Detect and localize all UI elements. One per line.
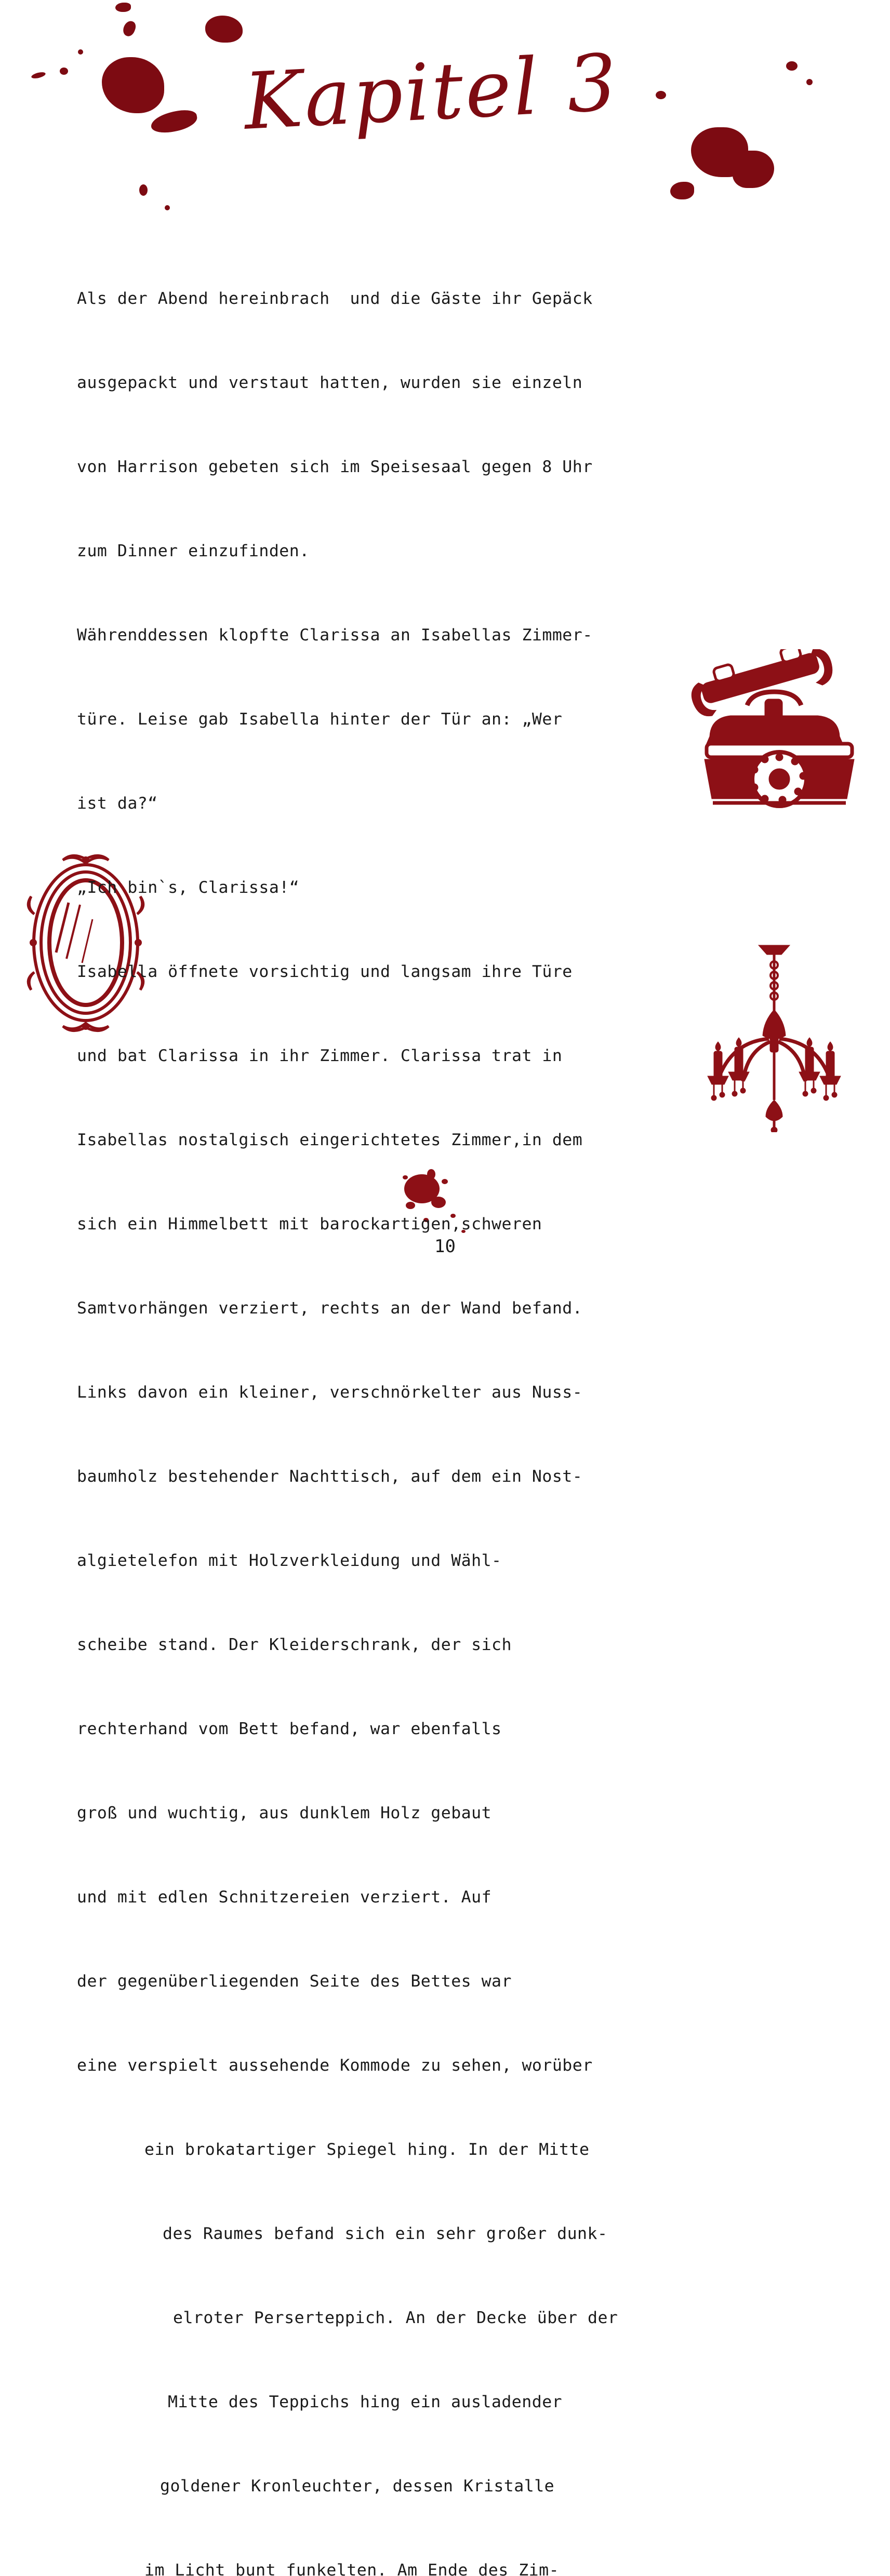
blood-splatter-icon [733,151,774,188]
text-line: ist da?“ [77,794,158,813]
blood-splatter-icon [656,91,666,99]
page-number: 10 [434,1236,456,1257]
blood-splatter-icon [806,79,813,85]
text-line: elroter Perserteppich. An der Decke über der [173,2309,618,2327]
text-line: Links davon ein kleiner, verschnörkelter aus Nuss- [77,1383,583,1402]
text-line: algietelefon mit Holzverkleidung und Wähl- [77,1551,502,1570]
text-line: und bat Clarissa in ihr Zimmer. Clarissa trat in [77,1046,563,1065]
blood-splatter-icon [122,19,138,38]
text-line: goldener Kronleuchter, dessen Kristalle [160,2477,555,2496]
text-line: Isabella öffnete vorsichtig und langsam ihre Türe [77,962,573,981]
blood-splatter-icon [205,16,243,43]
text-line: im Licht bunt funkelten. Am Ende des Zim- [144,2561,560,2576]
blood-splatter-icon [60,68,68,75]
text-line: ausgepackt und verstaut hatten, wurden sie einzeln [77,373,583,392]
body-text [77,229,820,2576]
blood-splatter-icon [165,205,170,210]
text-line: zum Dinner einzufinden. [77,542,310,560]
blood-splatter-icon [139,184,148,196]
text-line: sich ein Himmelbett mit barockartigen,schweren [77,1215,542,1233]
text-line: Mitte des Teppichs hing ein ausladender [168,2393,563,2411]
text-line: groß und wuchtig, aus dunklem Holz gebaut [77,1804,492,1822]
text-line: des Raumes befand sich ein sehr großer dunk- [163,2224,608,2243]
text-line: rechterhand vom Bett befand, war ebenfalls [77,1720,502,1738]
text-line: und mit edlen Schnitzereien verziert. Auf [77,1888,492,1907]
blood-splatter-icon [670,182,694,199]
blood-splatter-icon [78,49,83,55]
chapter-heading [0,0,890,229]
text-line: eine verspielt aussehende Kommode zu sehen, worüber [77,2056,593,2075]
text-line: Als der Abend hereinbrach und die Gäste ihr Gepäck [77,289,593,308]
text-line: von Harrison gebeten sich im Speisesaal gegen 8 Uhr [77,458,593,476]
text-line: Währenddessen klopfte Clarissa an Isabellas Zimmer- [77,626,593,645]
blood-splatter-icon [115,3,131,12]
text-line: türe. Leise gab Isabella hinter der Tür an: „Wer [77,710,563,729]
text-line: baumholz bestehender Nachttisch, auf dem ein Nost- [77,1467,583,1486]
blood-splatter-icon [786,61,798,71]
blood-splatter-icon [31,71,46,79]
text-line: scheibe stand. Der Kleiderschrank, der sich [77,1635,512,1654]
text-line: Samtvorhängen verziert, rechts an der Wand befand. [77,1299,583,1318]
page-title: Kapitel 3 [242,37,621,147]
text-line: Isabellas nostalgisch eingerichtetes Zimmer,in dem [77,1131,583,1149]
text-line: der gegenüberliegenden Seite des Bettes war [77,1972,512,1991]
text-line: „Ich bin`s, Clarissa!“ [77,878,300,897]
text-line: ein brokatartiger Spiegel hing. In der Mitte [144,2140,590,2159]
blood-splatter-icon [149,108,198,135]
blood-splatter-icon [102,57,164,113]
